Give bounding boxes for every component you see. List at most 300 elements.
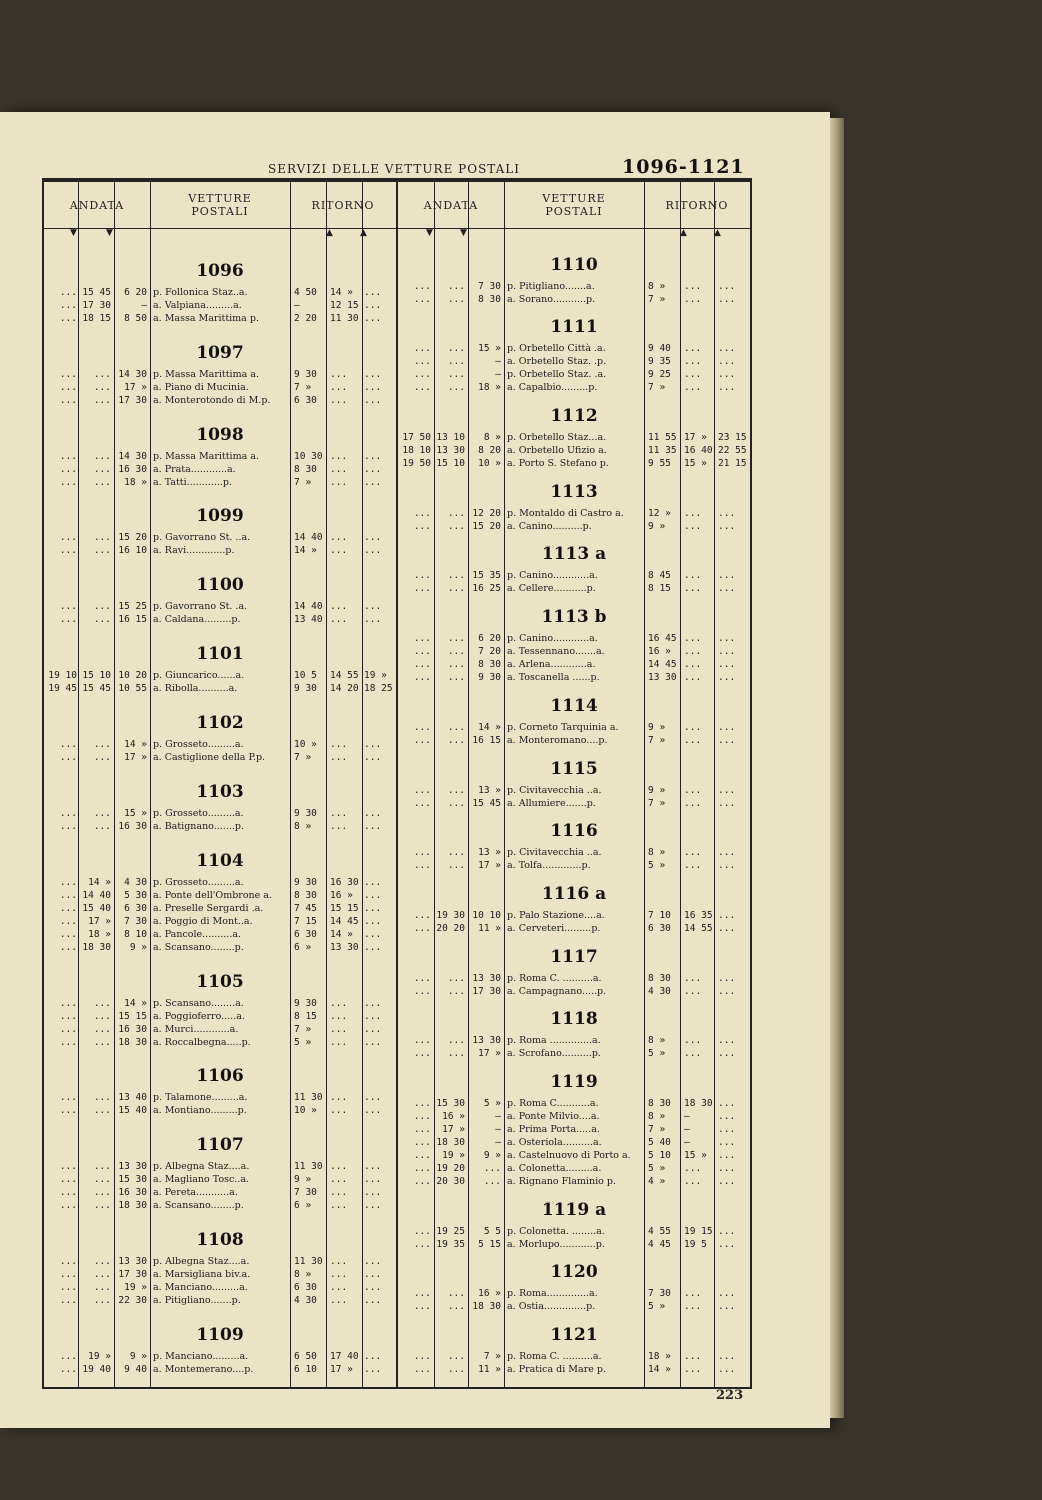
andata-time: 10 55 [118,683,147,695]
andata-time: ... [447,520,465,532]
andata-time: 13 30 [472,1035,501,1047]
andata-time: ... [413,1225,431,1237]
andata-time: ... [447,633,465,645]
header-title: SERVIZI DELLE VETTURE POSTALI [268,162,521,176]
station-name: p. Roma C...........a. [507,1097,599,1109]
station-name: a. Colonetta.........a. [507,1162,602,1174]
andata-time: 15 15 [118,1010,147,1022]
andata-time: 18 » [478,382,501,394]
ritorno-time: 14 » [294,545,317,557]
andata-time: ... [447,972,465,984]
andata-time: ... [59,889,77,901]
ritorno-time: ... [330,820,348,832]
andata-time: 6 20 [478,633,501,645]
andata-time: 16 » [478,1288,501,1300]
station-name: p. Palo Stazione....a. [507,909,605,921]
ritorno-time: 9 55 [648,458,671,470]
andata-time: 22 30 [118,1295,147,1307]
andata-time: ... [59,1200,77,1212]
andata-time: ... [447,659,465,671]
service-number: 1110 [550,254,598,275]
service-number: 1113 b [541,607,607,628]
andata-time: ... [413,972,431,984]
ritorno-time: ... [330,463,348,475]
ritorno-time: ... [684,507,702,519]
ritorno-time: ... [684,972,702,984]
station-name: a. Valpiana.........a. [153,299,242,311]
ritorno-time: 8 » [648,847,666,859]
andata-time: ... [447,1301,465,1313]
ritorno-time: 9 30 [294,368,317,380]
andata-time: ... [447,721,465,733]
andata-time: ... [413,860,431,872]
station-name: p. Massa Marittima a. [153,450,259,462]
andata-time: ... [93,450,111,462]
andata-time: 19 » [88,1351,111,1362]
station-name: a. Pereta...........a. [153,1187,238,1199]
vetture-line1: VETTURE [542,192,606,205]
andata-time: 15 30 [436,1097,465,1109]
andata-time: ... [413,293,431,305]
andata-time: 13 30 [118,1161,147,1173]
ritorno-time: ... [364,876,382,888]
ritorno-time: 4 50 [294,286,317,298]
station-name: p. Manciano.........a. [153,1351,249,1362]
andata-time: 19 20 [436,1162,465,1174]
ritorno-time: 8 » [648,1110,666,1122]
ritorno-time: 22 55 [718,445,747,457]
andata-time: ... [413,1123,431,1135]
ritorno-time: ... [330,1174,348,1186]
ritorno-time: ... [364,1282,382,1294]
ritorno-time: 8 30 [648,972,671,984]
andata-time: ... [413,1048,431,1060]
ritorno-time: 8 15 [648,583,671,595]
andata-time: ... [413,1288,431,1300]
andata-time: 10 10 [472,909,501,921]
station-name: p. Giuncarico......a. [153,670,245,682]
andata-time: 19 40 [82,1364,111,1375]
andata-time: ... [413,672,431,684]
andata-time: — [495,1110,501,1122]
andata-time: 18 30 [118,1036,147,1048]
center-rule [396,182,398,1387]
ritorno-time: ... [330,1295,348,1307]
andata-time: ... [59,545,77,557]
ritorno-time: ... [330,1023,348,1035]
ritorno-time: ... [718,382,736,394]
andata-time: ... [59,1036,77,1048]
ritorno-time: ... [330,545,348,557]
andata-time: 8 50 [124,312,147,324]
ritorno-time: ... [364,1364,382,1375]
andata-time: 9 » [483,1149,501,1161]
station-name: p. Grosseto.........a. [153,876,244,888]
up-arrow-icon: ▲ [360,228,367,238]
ritorno-time: ... [718,1162,736,1174]
ritorno-time: ... [364,1256,382,1268]
andata-time: ... [59,312,77,324]
station-name: a. Cellere...........p. [507,583,596,595]
andata-time: 6 20 [124,286,147,298]
andata-time: 15 20 [472,520,501,532]
header-range: 1096-1121 [622,156,745,178]
andata-time: 17 » [124,381,147,393]
andata-time: ... [93,1010,111,1022]
ritorno-time: ... [330,1200,348,1212]
ritorno-time: ... [330,614,348,626]
ritorno-time: — [684,1136,690,1148]
andata-time: 5 30 [124,889,147,901]
andata-time: ... [413,1110,431,1122]
station-name: p. Albegna Staz....a. [153,1161,250,1173]
andata-time: 10 » [478,458,501,470]
service-number: 1113 a [541,544,607,565]
station-name: p. Grosseto.........a. [153,807,244,819]
station-name: a. Manciano.........a. [153,1282,248,1294]
andata-time: ... [93,752,111,763]
ritorno-time: ... [364,997,382,1009]
andata-time: ... [447,369,465,381]
ritorno-time: ... [718,1123,736,1135]
andata-time: ... [413,369,431,381]
ritorno-time: ... [364,1036,382,1048]
andata-time: ... [413,570,431,582]
ritorno-time: 5 » [648,860,666,872]
station-name: p. Roma C. ..........a. [507,1351,602,1362]
andata-time: — [495,369,501,381]
ritorno-time: 11 30 [294,1092,323,1104]
andata-time: ... [59,394,77,406]
ritorno-time: 11 30 [330,312,359,324]
ritorno-time: ... [364,915,382,927]
andata-time: 14 30 [118,368,147,380]
andata-time: 19 35 [436,1238,465,1250]
ritorno-time: ... [684,1048,702,1060]
ritorno-time: ... [330,532,348,544]
andata-time: ... [447,382,465,394]
andata-time: ... [59,299,77,311]
andata-time: 14 » [478,721,501,733]
andata-time: ... [447,280,465,292]
ritorno-time: 7 » [648,797,666,809]
service-number: 1098 [196,424,244,445]
ritorno-time: 6 30 [648,922,671,934]
andata-time: 18 30 [118,1200,147,1212]
station-name: a. Osteriola..........a. [507,1136,602,1148]
andata-time: 18 10 [402,445,431,457]
ritorno-time: — [684,1110,690,1122]
andata-time: 17 » [442,1123,465,1135]
andata-time: ... [413,356,431,368]
ritorno-time: ... [718,1136,736,1148]
ritorno-time: ... [330,1105,348,1117]
ritorno-time: ... [718,293,736,305]
ritorno-time: ... [718,847,736,859]
ritorno-time: ... [684,356,702,368]
andata-time: ... [413,1175,431,1187]
ritorno-time: 15 » [684,1149,707,1161]
ritorno-time: ... [364,545,382,557]
andata-time: 8 30 [478,659,501,671]
ritorno-time: ... [330,381,348,393]
station-name: p. Orbetello Staz...a. [507,432,607,444]
service-number: 1108 [196,1230,244,1251]
ritorno-time: 9 30 [294,683,317,695]
station-name: a. Scrofano..........p. [507,1048,601,1060]
service-number: 1099 [196,506,244,527]
ritorno-time: 7 10 [648,909,671,921]
ritorno-time: 10 5 [294,670,317,682]
ritorno-time: ... [718,1175,736,1187]
station-name: a. Rignano Flaminio p. [507,1175,616,1187]
ritorno-time: 16 40 [684,445,713,457]
ritorno-time: 5 40 [648,1136,671,1148]
station-name: a. Piano di Mucinia. [153,381,249,393]
station-name: a. Poggio di Mont..a. [153,915,253,927]
ritorno-time: ... [684,659,702,671]
ritorno-time: ... [684,1162,702,1174]
andata-time: 15 20 [118,532,147,544]
ritorno-time: 9 25 [648,369,671,381]
station-name: a. Ostia..............p. [507,1301,596,1313]
ritorno-time: ... [330,739,348,750]
andata-time: ... [93,820,111,832]
station-name: a. Campagnano.....p. [507,985,607,997]
andata-time: ... [447,507,465,519]
ritorno-time: 14 20 [330,683,359,695]
ritorno-time: ... [684,1288,702,1300]
ritorno-time: 11 30 [294,1256,323,1268]
station-name: p. Scansano........a. [153,997,244,1009]
service-number: 1101 [196,644,244,665]
ritorno-time: ... [364,928,382,940]
station-name: a. Allumiere.......p. [507,797,596,809]
andata-time: ... [59,1174,77,1186]
service-number: 1119 a [541,1199,607,1220]
ritorno-time: ... [718,797,736,809]
ritorno-time: ... [718,922,736,934]
andata-time: ... [93,601,111,613]
timetable [42,178,752,1389]
ritorno-time: 14 40 [294,601,323,613]
ritorno-time: ... [330,368,348,380]
ritorno-time: 10 » [294,739,317,750]
station-name: a. Marsigliana biv.a. [153,1269,251,1281]
ritorno-time: 7 30 [648,1288,671,1300]
andata-time: 17 30 [472,985,501,997]
andata-time: 15 10 [436,458,465,470]
ritorno-time: 9 » [648,784,666,796]
ritorno-time: ... [718,1048,736,1060]
station-name: p. Roma C. ..........a. [507,972,602,984]
andata-time: ... [59,820,77,832]
andata-time: ... [447,847,465,859]
andata-time: 17 30 [118,1269,147,1281]
andata-time: 15 45 [82,683,111,695]
service-number: 1111 [550,317,598,338]
andata-time: 17 30 [118,394,147,406]
andata-time: ... [93,368,111,380]
ritorno-time: 19 » [364,670,387,682]
station-name: p. Gavorrano St. .a. [153,601,248,613]
ritorno-time: 7 45 [294,902,317,914]
andata-time: ... [447,797,465,809]
ritorno-time: ... [718,520,736,532]
andata-time: 7 30 [478,280,501,292]
ritorno-time: ... [330,1282,348,1294]
left-ritorno-header: RITORNO [311,198,375,212]
ritorno-time: 9 40 [648,343,671,355]
andata-time: ... [413,1162,431,1174]
andata-time: ... [413,797,431,809]
ritorno-time: 11 30 [294,1161,323,1173]
andata-time: — [495,356,501,368]
ritorno-time: ... [364,532,382,544]
andata-time: ... [447,1035,465,1047]
ritorno-time: ... [364,394,382,406]
andata-time: ... [59,532,77,544]
ritorno-time: ... [718,1351,736,1362]
andata-time: ... [413,343,431,355]
ritorno-time: ... [364,1105,382,1117]
andata-time: 15 40 [118,1105,147,1117]
ritorno-time: ... [718,672,736,684]
station-name: a. Orbetello Staz. .p. [507,356,607,368]
station-name: p. Talamone.........a. [153,1092,248,1104]
andata-time: 16 15 [118,614,147,626]
andata-time: ... [59,1187,77,1199]
andata-time: ... [93,1256,111,1268]
ritorno-time: ... [684,847,702,859]
ritorno-time: ... [330,1161,348,1173]
ritorno-time: 10 30 [294,450,323,462]
ritorno-time: ... [364,450,382,462]
ritorno-time: ... [330,476,348,488]
column-rule [644,182,645,1387]
station-name: p. Roma ..............a. [507,1035,601,1047]
ritorno-time: ... [684,784,702,796]
andata-time: 16 15 [472,734,501,746]
ritorno-time: ... [364,1351,382,1362]
andata-time: ... [93,1187,111,1199]
andata-time: 16 30 [118,1023,147,1035]
andata-time: 20 30 [436,1175,465,1187]
andata-time: 9 » [129,941,147,953]
ritorno-time: 18 » [648,1351,671,1362]
ritorno-time: ... [718,633,736,645]
ritorno-time: ... [684,860,702,872]
ritorno-time: ... [364,312,382,324]
ritorno-time: 5 10 [648,1149,671,1161]
ritorno-time: ... [364,807,382,819]
station-name: p. Civitavecchia ..a. [507,847,602,859]
station-name: a. Castelnuovo di Porto a. [507,1149,631,1161]
station-name: a. Porto S. Stefano p. [507,458,609,470]
andata-time: ... [447,1048,465,1060]
ritorno-time: 7 » [648,382,666,394]
ritorno-time: 16 45 [648,633,677,645]
andata-time: ... [93,1295,111,1307]
ritorno-time: 14 45 [648,659,677,671]
andata-time: ... [59,902,77,914]
ritorno-time: ... [718,659,736,671]
andata-time: — [495,1123,501,1135]
andata-time: ... [413,985,431,997]
ritorno-time: ... [718,1035,736,1047]
ritorno-time: 4 45 [648,1238,671,1250]
station-name: a. Orbetello Ufizio a. [507,445,607,457]
station-name: a. Monteromano....p. [507,734,608,746]
andata-time: ... [93,997,111,1009]
station-name: a. Ponte dell'Ombrone a. [153,889,272,901]
andata-time: ... [413,1364,431,1375]
station-name: a. Murci............a. [153,1023,239,1035]
ritorno-time: ... [718,1364,736,1375]
andata-time: 14 » [88,876,111,888]
right-andata-header: ANDATA [423,198,479,212]
andata-time: 19 » [442,1149,465,1161]
station-name: p. Grosseto.........a. [153,739,244,750]
down-arrow-icon: ▼ [460,228,467,238]
andata-time: 17 30 [82,299,111,311]
service-number: 1112 [550,406,598,427]
andata-time: 15 » [124,807,147,819]
station-name: p. Canino............a. [507,633,598,645]
station-name: p. Corneto Tarquinia a. [507,721,619,733]
station-name: p. Albegna Staz....a. [153,1256,250,1268]
ritorno-time: ... [684,672,702,684]
station-name: a. Sorano...........p. [507,293,596,305]
andata-time: 17 » [478,1048,501,1060]
andata-time: ... [93,1269,111,1281]
ritorno-time: ... [718,583,736,595]
column-rule [680,182,681,1387]
ritorno-time: ... [718,646,736,658]
vetture-line2: POSTALI [191,205,249,218]
ritorno-time: ... [364,368,382,380]
ritorno-time: 14 40 [294,532,323,544]
station-name: p. Canino............a. [507,570,598,582]
andata-time: 11 » [478,1364,501,1375]
andata-time: 15 40 [82,902,111,914]
ritorno-time: ... [330,601,348,613]
ritorno-time: ... [364,1023,382,1035]
station-name: a. Scansano........p. [153,1200,244,1212]
andata-time: ... [447,293,465,305]
ritorno-time: ... [684,369,702,381]
andata-time: ... [447,343,465,355]
ritorno-time: 13 30 [648,672,677,684]
station-name: p. Follonica Staz..a. [153,286,248,298]
andata-time: 17 » [478,860,501,872]
andata-time: ... [59,1010,77,1022]
ritorno-time: 18 30 [684,1097,713,1109]
ritorno-time: ... [718,356,736,368]
ritorno-time: 10 » [294,1105,317,1117]
andata-time: ... [413,646,431,658]
andata-time: ... [413,922,431,934]
ritorno-time: ... [330,394,348,406]
ritorno-time: ... [718,1110,736,1122]
ritorno-time: ... [364,1200,382,1212]
andata-time: 15 25 [118,601,147,613]
down-arrow-icon: ▼ [426,228,433,238]
service-number: 1103 [196,781,244,802]
andata-time: 17 50 [402,432,431,444]
ritorno-time: 9 » [648,520,666,532]
andata-time: 9 » [129,1351,147,1362]
